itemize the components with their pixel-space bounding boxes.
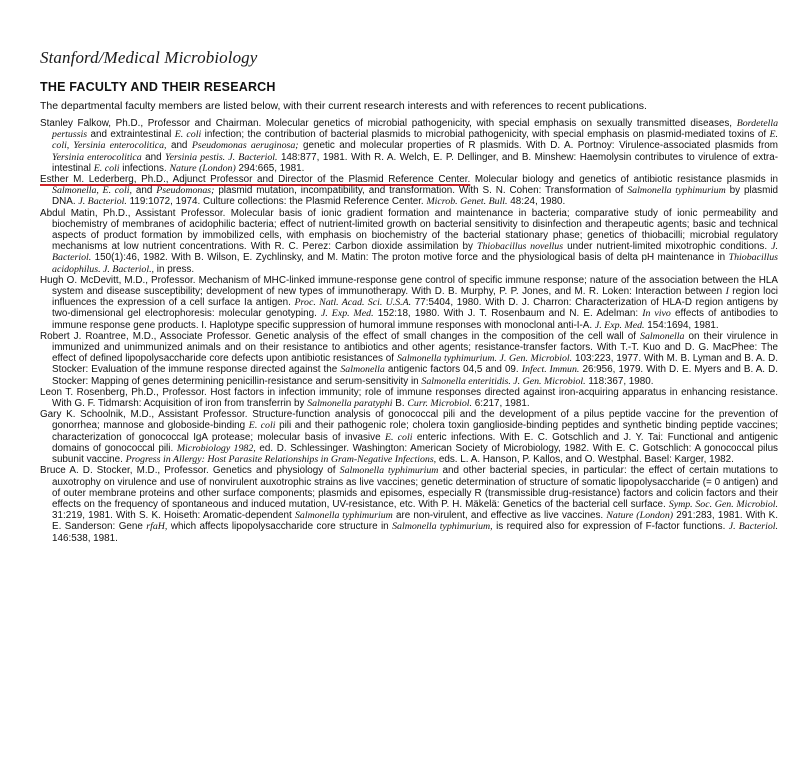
italic-text: E. coli — [174, 129, 202, 141]
body-text: are non-virulent, and effective as live vaccines. — [392, 510, 607, 522]
faculty-entry — [40, 331, 778, 387]
italic-text: Symp. Soc. Gen. Microbiol. — [668, 498, 779, 510]
body-text: 103:223, 1977. With M. B. Lyman and B. A. D. Stocker: Evaluation of the immune response directed against the — [52, 353, 779, 376]
faculty-name-title: Gary K. Schoolnik, M.D., Assistant Professor. — [40, 409, 248, 421]
italic-text: Salmonella typhimurium — [627, 185, 726, 197]
italic-text: Microbiology 1982, — [176, 442, 256, 454]
body-text: 6:217, 1981. — [471, 398, 530, 410]
body-text: Genetics and physiology of — [208, 465, 340, 477]
faculty-name-title: Leon T. Rosenberg, Ph.D., Professor. — [40, 386, 207, 398]
italic-text: Salmonella — [640, 330, 685, 342]
italic-text: J. Exp. Med. — [321, 308, 374, 320]
body-text: Molecular biology and genetics of antibiotic resistance plasmids in — [470, 174, 778, 186]
italic-text: Salmonella typhimurium. J. Gen. Microbiol. — [396, 353, 573, 365]
body-text: 118:367, 1980. — [585, 375, 654, 387]
body-text: 26:956, 1979. With D. E. Myers and B. A. D. Stocker: Mapping of genes determining penicillin-resistance and serum-sensitivity in — [52, 364, 778, 387]
body-text: 154:1694, 1981. — [644, 319, 719, 331]
faculty-entry — [40, 174, 778, 208]
italic-text: Salmonella typhimurium, — [392, 521, 493, 533]
italic-text: Yersinia enterocolitica — [52, 151, 142, 163]
italic-text: E. coli — [93, 162, 120, 174]
body-text: and extraintestinal — [87, 129, 175, 141]
body-text: 48:24, 1980. — [507, 196, 566, 208]
body-text: genetic and molecular properties of R plasmids. With D. A. Portnoy: Virulence-associated plasmids from — [298, 140, 778, 152]
italic-text: Bordetella pertussis — [52, 118, 779, 141]
italic-text: Salmonella — [340, 364, 385, 376]
faculty-entry — [40, 409, 778, 465]
faculty-name-title: Hugh O. McDevitt, M.D., Professor. — [40, 274, 196, 286]
body-text: and — [131, 185, 157, 197]
body-text: 150(1):46, 1982. With B. Wilson, E. Zychlinsky, and M. Matin: The proton motive force and the physiological basis of delta pH maintenance in — [91, 252, 729, 264]
body-text: is required also for expression of F-factor functions. — [492, 521, 729, 533]
body-text: 294:665, 1981. — [235, 162, 305, 174]
body-text: 146:538, 1981. — [52, 532, 118, 544]
italic-text: E. coli, Yersinia enterocolitica, — [52, 129, 778, 152]
body-text: Mechanism of MHC-linked immune-response gene control of specific immune response; nature of the association between the HLA system and disease susceptibility; development of new types of immunotherapy. With D. B. Murphy, P. P. Jones, and M. R. Loken: Interaction between — [52, 274, 778, 298]
body-text: Structure-function analysis of gonococcal pili and the development of a pilus peptide vaccine for the prevention of gonorrhea; mannose and globoside-binding — [52, 409, 779, 432]
faculty-list — [40, 118, 778, 544]
body-text: infection; the contribution of bacterial plasmids to microbial pathogenicity, with special emphasis on plasmid-mediated toxins of — [201, 129, 770, 141]
body-text: Genetic analysis of the effect of small changes in the composition of the cell wall of — [251, 330, 641, 342]
italic-text: Infect. Immun. — [521, 364, 580, 376]
italic-text: Salmonella, E. coli, — [52, 185, 132, 197]
italic-text: Pseudomonas; — [156, 185, 215, 197]
italic-text: Progress in Allergy: Host Parasite Relationships in Gram-Negative Infections, — [125, 454, 437, 466]
body-text: 31:219, 1981. With S. K. Hoiseth: Aromatic-dependent — [52, 510, 295, 522]
italic-text: Thiobacillus acidophilus. J. Bacteriol., — [52, 252, 778, 275]
body-text: Molecular basis of ionic gradient formation and maintenance in bacteria; comparative study of ionic permeability and biochemistry of membranes of acidophilic bacteria; effect of nutrient-limited growth on bacterial sensitivity to disinfection and therapeutic agents; basic and technical aspects of product formation by immobilized cells, with emphasis on biochemistry of the bacterial stationary phase; genetics of thiobacilli; microbial regulatory mechanisms at low nutrient concentrations. With R. C. Perez: Carbon dioxide assimilation by — [52, 207, 778, 253]
italic-text: E. coli — [248, 420, 276, 432]
body-text: by plasmid DNA. — [52, 185, 779, 208]
faculty-entry — [40, 118, 778, 174]
italic-text: Microb. Genet. Bull. — [426, 196, 508, 208]
body-text: antigenic factors 04,5 and 09. — [384, 364, 522, 376]
italic-text: Pseudomonas aeruginosa; — [191, 140, 299, 152]
italic-text: rfaH, — [146, 521, 168, 533]
italic-text: In vivo — [642, 308, 671, 320]
faculty-name-title: Bruce A. D. Stocker, M.D., Professor. — [40, 465, 209, 477]
italic-text: Curr. Microbiol. — [407, 398, 472, 410]
italic-text: J. Bacteriol. — [78, 196, 127, 208]
body-text: Host factors in infection immunity; role of immune responses directed against iron-acquiring apparatus in enhancing resistance. With G. F. Tidmarsh: Acquisition of iron from transferrin by — [52, 386, 778, 410]
faculty-entry — [40, 275, 778, 331]
italic-text: Proc. Natl. Acad. Sci. U.S.A. — [294, 297, 412, 309]
italic-text: E. coli — [385, 431, 413, 443]
italic-text: Nature (London) — [169, 162, 236, 174]
body-text: eds. L. A. Hanson, P. Kallos, and O. Westphal. Basel: Karger, 1982. — [436, 454, 734, 466]
body-text: 148:877, 1981. With R. A. Welch, E. P. Dellinger, and B. Minshew: Haemolysin contributes to virulence of extra-intestinal — [52, 151, 779, 174]
italic-text: Salmonella typhimurium — [339, 465, 439, 477]
italic-text: Salmonella enteritidis. J. Gen. Microbiol. — [421, 375, 586, 387]
body-text: plasmid mutation, incompatibility, and transformation. With S. N. Cohen: Transformation of — [214, 185, 628, 197]
italic-text: Salmonella paratyphi — [307, 398, 393, 410]
faculty-name-title: Esther M. Lederberg, Ph.D., Adjunct Professor and Director of the Plasmid Reference Center. — [40, 174, 471, 186]
body-text: in press. — [154, 263, 195, 275]
body-text: effects of antibodies to immune response gene products. I. Haplotype specific suppression of humoral immune responses with monoclonal anti-I-A. — [52, 308, 778, 331]
faculty-entry — [40, 465, 778, 543]
italic-text: I — [725, 286, 729, 298]
body-text: infections. — [119, 162, 170, 174]
intro-paragraph: The departmental faculty members are listed below, with their current research interests and with references to recent publications. — [40, 100, 647, 112]
body-text: 152:18, 1980. With J. T. Rosenbaum and N. E. Adelman: — [373, 308, 643, 320]
body-text: and — [166, 140, 192, 152]
italic-text: J. Exp. Med. — [594, 319, 645, 331]
faculty-name-title: Stanley Falkow, Ph.D., Professor and Chairman. — [40, 118, 262, 129]
body-text: pili and their pathogenic role; cholera toxin ganglioside-binding peptides and synthetic binding peptide vaccines; characterization of gonococcal IgA protease; molecular basis of invasive — [52, 420, 778, 443]
body-text: and — [141, 151, 165, 163]
body-text: 77:5404, 1980. With D. J. Charron: Characterization of HLA-D region antigens by two-dimensional gel electrophoresis: molecular genotyping. — [52, 297, 778, 320]
body-text: on their virulence in immunized and unimmunized animals and on their resistance to antibiotics and other agents; resistance-transfer factors. With T.-T. Kuo and D. G. MacPhee: The effect of defined lipopolysaccharide core defects upon antibiotic resistances of — [52, 330, 778, 365]
body-text: Molecular genetics of microbial pathogenicity, with special emphasis on sexually transmitted diseases, — [261, 118, 737, 129]
italic-text: J. Bacteriol. — [728, 521, 778, 533]
faculty-name-title: Robert J. Roantree, M.D., Associate Professor. — [40, 330, 252, 342]
italic-text: Salmonella typhimurium — [294, 510, 393, 522]
italic-text: Yersinia pestis. J. Bacteriol. — [165, 151, 278, 163]
body-text: under nutrient-limited mixotrophic conditions. — [563, 241, 772, 253]
body-text: which affects lipopolysaccharide core structure in — [167, 521, 393, 533]
body-text: 119:1072, 1974. Culture collections: the Plasmid Reference Center. — [126, 196, 427, 208]
italic-text: Thiobacillus novellus — [477, 241, 564, 253]
faculty-name-title: Abdul Matin, Ph.D., Assistant Professor. — [40, 207, 226, 219]
section-heading: THE FACULTY AND THEIR RESEARCH — [40, 80, 276, 94]
italic-text: Nature (London) — [606, 510, 674, 522]
body-text: enteric infections. With E. C. Gotschlich and J. Y. Tai: Functional and antigenic domains of gonococcal pili. — [52, 431, 778, 454]
body-text: region loci influences the expression of a cell surface Ia antigen. — [52, 286, 778, 309]
italic-text: J. Bacteriol. — [52, 241, 779, 264]
faculty-entry — [40, 208, 778, 275]
body-text: and other bacterial species, in particular: the effect of certain mutations to auxotrophy on virulence and use of nonvirulent auxotrophic strains as live vaccines; genetic determination of structure of somatic lipopolysaccharide (= 0 antigen) and of outer membrane proteins and other surface components; plasmids and episomes, especially R (transmissible drug-resistance) factors and colicin factors and their effects on the frequency of spontaneous and induced mutation, UV-resistance, etc. With P. H. Mäkelä: Genetics of the bacterial cell surface. — [52, 465, 778, 510]
faculty-entry — [40, 387, 778, 409]
body-text: B. — [392, 398, 408, 410]
body-text: ed. D. Schlessinger. Washington: American Society of Microbiology, 1982. With E. C. Gotschlich: A gonococcal pilus subunit vaccine. — [52, 442, 778, 466]
body-text: 291:283, 1981. With K. E. Sanderson: Gene — [52, 510, 778, 533]
department-title: Stanford/Medical Microbiology — [40, 48, 258, 67]
